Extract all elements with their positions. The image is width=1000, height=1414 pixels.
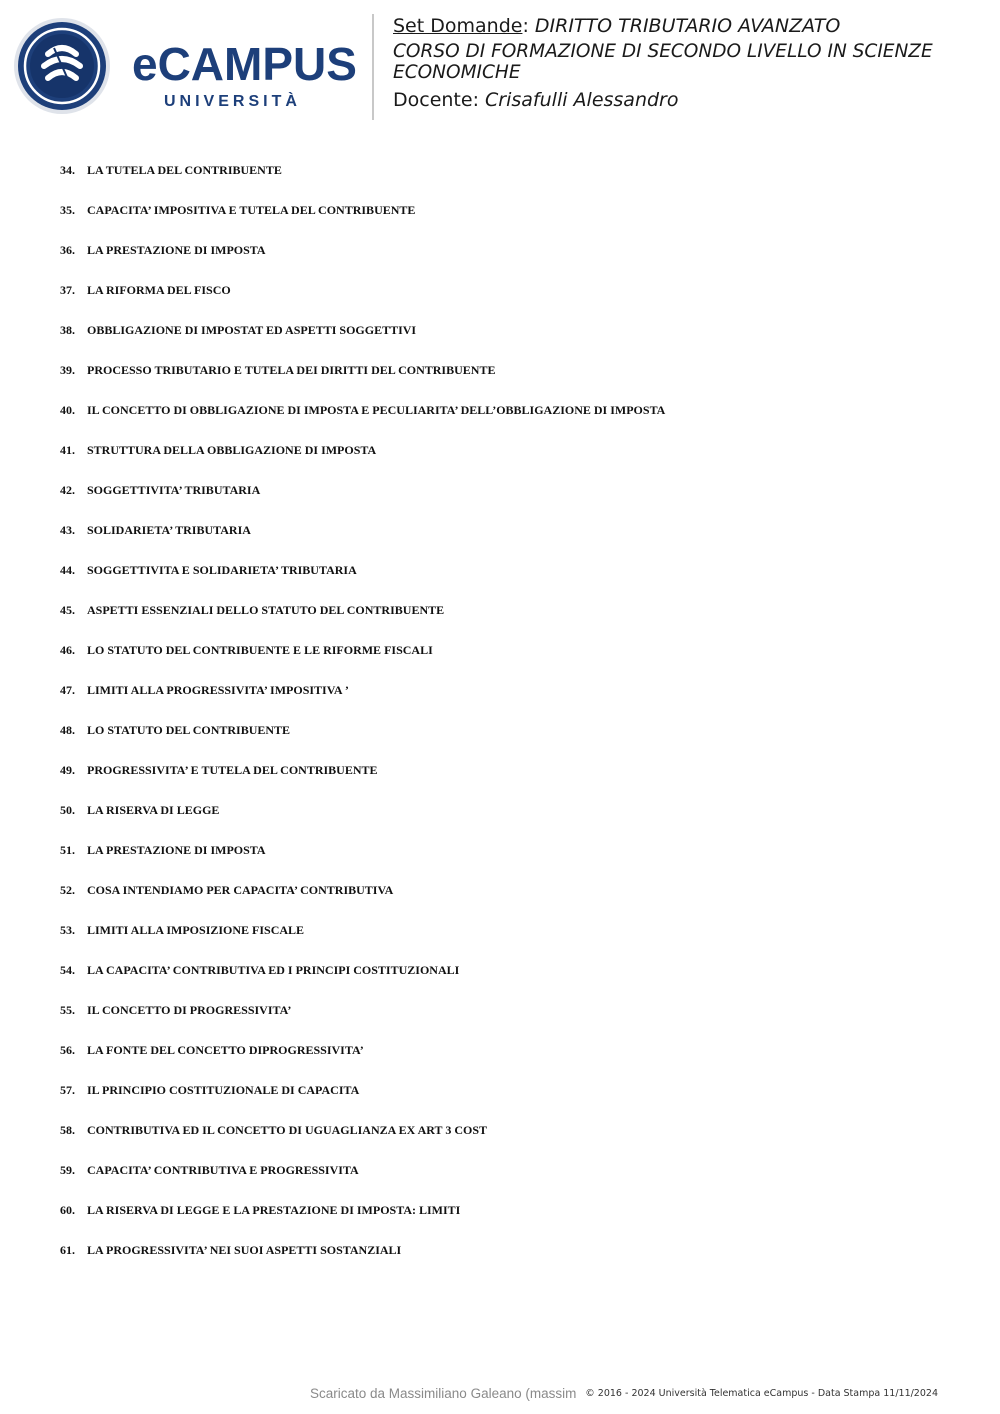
item-text: IL PRINCIPIO COSTITUZIONALE DI CAPACITA xyxy=(87,1083,360,1097)
item-text: CONTRIBUTIVA ED IL CONCETTO DI UGUAGLIANZA EX ART 3 COST xyxy=(87,1123,488,1137)
item-number: 43. xyxy=(60,523,75,537)
item-text: LIMITI ALLA PROGRESSIVITA’ IMPOSITIVA ’ xyxy=(87,683,349,697)
item-number: 53. xyxy=(60,923,75,937)
list-item xyxy=(60,440,960,480)
list-item xyxy=(60,760,960,800)
item-text: SOGGETTIVITA’ TRIBUTARIA xyxy=(87,483,261,497)
item-number: 50. xyxy=(60,803,75,817)
item-text: ASPETTI ESSENZIALI DELLO STATUTO DEL CONTRIBUENTE xyxy=(87,603,445,617)
item-text: LA RISERVA DI LEGGE E LA PRESTAZIONE DI IMPOSTA: LIMITI xyxy=(87,1203,461,1217)
item-text: LA CAPACITA’ CONTRIBUTIVA ED I PRINCIPI COSTITUZIONALI xyxy=(87,963,460,977)
item-number: 40. xyxy=(60,403,75,417)
list-item xyxy=(60,1120,960,1160)
item-number: 57. xyxy=(60,1083,75,1097)
copyright-text: © 2016 - 2024 Università Telematica eCampus - Data Stampa 11/11/2024 xyxy=(585,1388,938,1399)
item-text: LA FONTE DEL CONCETTO DIPROGRESSIVITA’ xyxy=(87,1043,364,1057)
item-number: 61. xyxy=(60,1243,75,1257)
list-item xyxy=(60,200,960,240)
list-item xyxy=(60,800,960,840)
list-item xyxy=(60,840,960,880)
item-number: 47. xyxy=(60,683,75,697)
item-text: LA RIFORMA DEL FISCO xyxy=(87,283,231,297)
item-number: 51. xyxy=(60,843,75,857)
docente-name: Crisafulli Alessandro xyxy=(485,89,679,111)
set-label: Set Domande xyxy=(393,15,523,37)
docente-line xyxy=(393,88,983,112)
item-text: LA PRESTAZIONE DI IMPOSTA xyxy=(87,843,266,857)
list-item xyxy=(60,640,960,680)
ecampus-seal-icon xyxy=(14,14,364,118)
item-text: SOLIDARIETA’ TRIBUTARIA xyxy=(87,523,251,537)
item-text: LA TUTELA DEL CONTRIBUENTE xyxy=(87,163,282,177)
brand-subtitle: UNIVERSITÀ xyxy=(164,93,301,110)
item-number: 59. xyxy=(60,1163,75,1177)
item-number: 36. xyxy=(60,243,75,257)
item-number: 38. xyxy=(60,323,75,337)
docente-label: Docente: xyxy=(393,89,479,111)
list-item xyxy=(60,1200,960,1240)
item-text: LO STATUTO DEL CONTRIBUENTE xyxy=(87,723,291,737)
item-number: 45. xyxy=(60,603,75,617)
course-title: CORSO DI FORMAZIONE DI SECONDO LIVELLO IN SCIENZE ECONOMICHE xyxy=(393,41,933,83)
item-text: IL CONCETTO DI PROGRESSIVITA’ xyxy=(87,1003,292,1017)
item-text: PROGRESSIVITA’ E TUTELA DEL CONTRIBUENTE xyxy=(87,763,378,777)
item-text: LA PROGRESSIVITA’ NEI SUOI ASPETTI SOSTANZIALI xyxy=(87,1243,402,1257)
item-number: 41. xyxy=(60,443,75,457)
item-number: 55. xyxy=(60,1003,75,1017)
item-text: IL CONCETTO DI OBBLIGAZIONE DI IMPOSTA E PECULIARITA’ DELL’OBBLIGAZIONE DI IMPOSTA xyxy=(87,403,666,417)
list-item xyxy=(60,960,960,1000)
item-number: 42. xyxy=(60,483,75,497)
download-notice: Scaricato da Massimiliano Galeano (massim xyxy=(310,1386,577,1401)
brand-text: eCAMPUS xyxy=(132,38,357,90)
item-number: 44. xyxy=(60,563,75,577)
list-item xyxy=(60,1000,960,1040)
list-item xyxy=(60,1080,960,1120)
item-text: LA RISERVA DI LEGGE xyxy=(87,803,220,817)
item-number: 48. xyxy=(60,723,75,737)
list-item xyxy=(60,240,960,280)
item-number: 35. xyxy=(60,203,75,217)
item-text: LO STATUTO DEL CONTRIBUENTE E LE RIFORME FISCALI xyxy=(87,643,433,657)
item-text: COSA INTENDIAMO PER CAPACITA’ CONTRIBUTIVA xyxy=(87,883,394,897)
item-text: LA PRESTAZIONE DI IMPOSTA xyxy=(87,243,266,257)
header-divider xyxy=(372,14,374,120)
item-text: OBBLIGAZIONE DI IMPOSTAT ED ASPETTI SOGGETTIVI xyxy=(87,323,417,337)
set-title: DIRITTO TRIBUTARIO AVANZATO xyxy=(534,15,841,37)
list-item xyxy=(60,560,960,600)
set-separator: : xyxy=(522,15,529,37)
list-item xyxy=(60,320,960,360)
list-item xyxy=(60,400,960,440)
item-number: 46. xyxy=(60,643,75,657)
list-item xyxy=(60,680,960,720)
list-item xyxy=(60,480,960,520)
list-item xyxy=(60,1160,960,1200)
question-list xyxy=(60,160,960,1280)
item-number: 52. xyxy=(60,883,75,897)
item-number: 34. xyxy=(60,163,75,177)
list-item xyxy=(60,360,960,400)
set-line xyxy=(393,14,983,38)
item-text: LIMITI ALLA IMPOSIZIONE FISCALE xyxy=(87,923,305,937)
list-item xyxy=(60,280,960,320)
header-info xyxy=(393,14,983,112)
item-number: 49. xyxy=(60,763,75,777)
list-item xyxy=(60,600,960,640)
item-text: PROCESSO TRIBUTARIO E TUTELA DEI DIRITTI DEL CONTRIBUENTE xyxy=(87,363,496,377)
item-number: 56. xyxy=(60,1043,75,1057)
list-item xyxy=(60,880,960,920)
page-footer xyxy=(0,1384,1000,1408)
ecampus-logo xyxy=(14,14,364,118)
list-item xyxy=(60,520,960,560)
item-text: CAPACITA’ IMPOSITIVA E TUTELA DEL CONTRIBUENTE xyxy=(87,203,416,217)
page-header xyxy=(0,0,1000,130)
item-number: 58. xyxy=(60,1123,75,1137)
list-item xyxy=(60,920,960,960)
item-number: 39. xyxy=(60,363,75,377)
list-item xyxy=(60,1040,960,1080)
list-item xyxy=(60,720,960,760)
item-text: CAPACITA’ CONTRIBUTIVA E PROGRESSIVITA xyxy=(87,1163,359,1177)
list-item xyxy=(60,160,960,200)
item-number: 37. xyxy=(60,283,75,297)
item-text: STRUTTURA DELLA OBBLIGAZIONE DI IMPOSTA xyxy=(87,443,377,457)
list-item xyxy=(60,1240,960,1280)
item-number: 54. xyxy=(60,963,75,977)
item-number: 60. xyxy=(60,1203,75,1217)
item-text: SOGGETTIVITA E SOLIDARIETA’ TRIBUTARIA xyxy=(87,563,357,577)
